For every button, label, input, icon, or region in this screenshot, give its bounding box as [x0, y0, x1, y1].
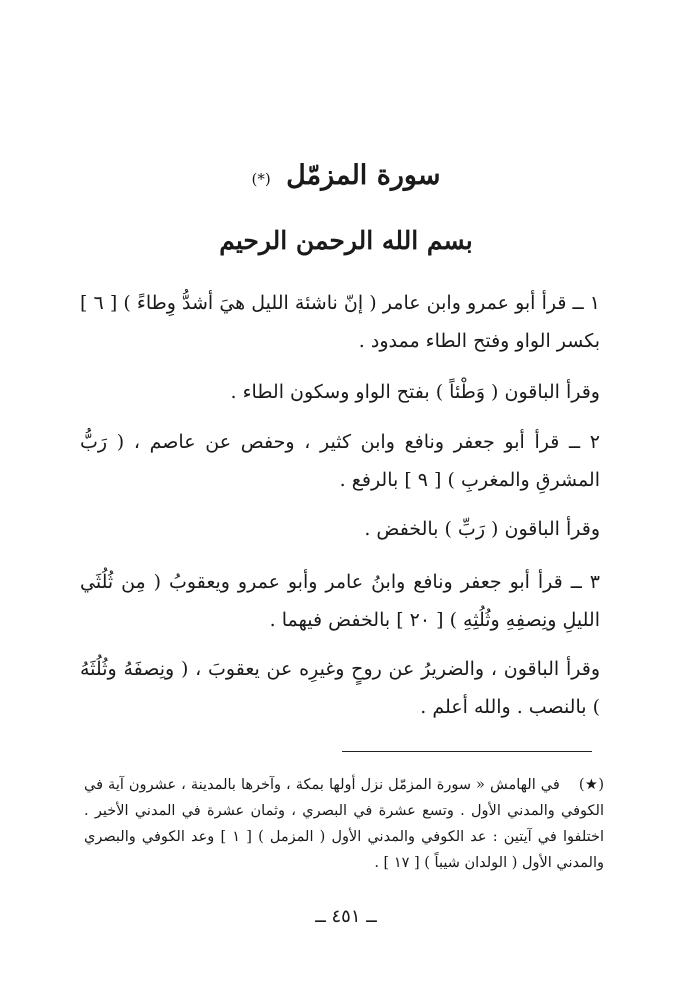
footnote-text: في الهامش « سورة المزمّل نزل أولها بمكة ، وآخرها بالمدينة ، عشرون آية في الكوفي والمدني الأول . وتسع عشرة في البصري ، وثمان عشرة في المدني الأخير . اختلفوا في آيتين : عد الكوفي والمدني الأول ( المزمل ) [ ١ ] وعد الكوفي والبصري والمدني الأول ( الولدان شيباً ) [ ١٧ ] .: [84, 777, 604, 871]
paragraph-5: ٣ ــ قرأ أبو جعفر ونافع وابنُ عامر وأبو عمرو ويعقوبُ ( مِن ثُلُثَي الليلِ ونِصفِهِ وثُلُثِهِ ) [ ٢٠ ] بالخفض فيهما .: [80, 571, 600, 631]
footnote-divider: [342, 751, 592, 752]
paragraph-3: ٢ ــ قرأ أبو جعفر ونافع وابن كثير ، وحفص عن عاصم ، ( رَبُّ المشرقِ والمغربِ ) [ ٩ ] بالرفع .: [80, 431, 600, 491]
paragraph-2: وقرأ الباقون ( وَطْئاً ) بفتح الواو وسكون الطاء .: [230, 381, 600, 403]
paragraph-4: وقرأ الباقون ( رَبِّ ) بالخفض .: [364, 518, 600, 540]
footnote-marker: (★): [578, 777, 604, 793]
footnote: [84, 772, 604, 876]
page-number: ــ ٤٥١ ــ: [315, 906, 377, 927]
paragraph-1: ١ ــ قرأ أبو عمرو وابن عامر ( إنّ ناشئة الليل هيَ أشدُّ وِطاءً ) [ ٦ ] بكسر الواو وفتح الطاء ممدود .: [80, 292, 600, 352]
surah-title: [0, 160, 692, 191]
paragraph-6: وقرأ الباقون ، والضريرُ عن روحٍ وغيرِه عن يعقوبَ ، ( ونِصفَهُ وثُلُثَهُ ) بالنصب . والله أعلم .: [80, 658, 600, 718]
surah-title-text: سورة المزمّل: [286, 160, 441, 191]
basmala: بسم الله الرحمن الرحيم: [219, 226, 473, 255]
surah-title-footnote-mark: (*): [251, 170, 271, 188]
